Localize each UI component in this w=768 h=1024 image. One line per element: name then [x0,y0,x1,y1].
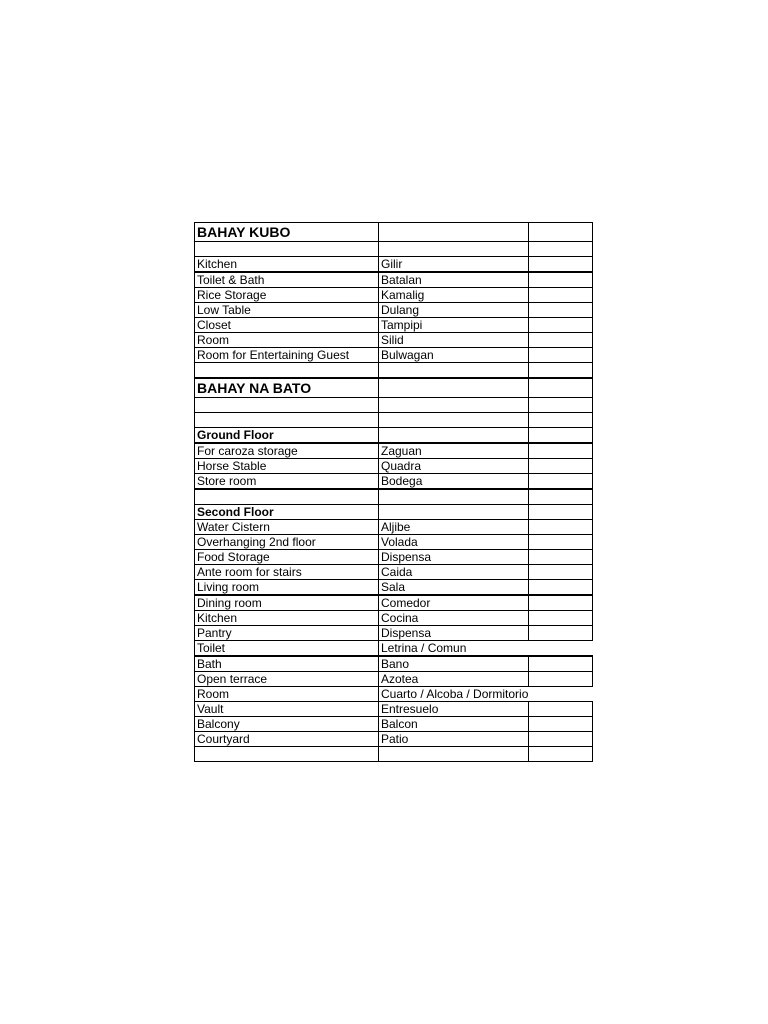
english-term-cell[interactable]: Pantry [195,626,379,641]
english-term-cell[interactable]: Balcony [195,717,379,732]
filipino-term-cell[interactable] [379,747,529,762]
spreadsheet-body [195,223,593,762]
empty-cell[interactable] [528,489,592,505]
english-term-cell[interactable] [195,747,379,762]
english-term-cell[interactable]: Ground Floor [195,428,379,444]
empty-cell[interactable] [528,747,592,762]
english-term-cell[interactable]: Room for Entertaining Guest [195,348,379,363]
english-term-cell[interactable]: Room [195,333,379,348]
filipino-term-text: Zaguan [381,444,422,458]
filipino-term-cell[interactable] [379,223,529,242]
filipino-term-cell[interactable] [379,489,529,505]
blank-row [195,242,593,257]
filipino-term-cell[interactable] [379,687,529,702]
table-row [195,672,593,687]
english-term-cell[interactable]: Closet [195,318,379,333]
filipino-term-cell[interactable] [379,348,529,363]
empty-cell[interactable] [528,363,592,379]
filipino-term-cell[interactable] [379,398,529,413]
filipino-term-text: Caida [381,565,413,579]
empty-cell[interactable] [528,626,592,641]
filipino-term-text: Sala [381,580,406,594]
empty-cell[interactable] [528,272,592,288]
english-term-cell[interactable]: Horse Stable [195,459,379,474]
table-row [195,641,593,657]
table-row [195,565,593,580]
filipino-term-text: Cocina [381,611,419,625]
filipino-term-cell[interactable] [379,656,529,672]
filipino-term-text: Balcon [381,717,418,731]
english-term-cell[interactable] [195,398,379,413]
blank-row [195,747,593,762]
empty-cell[interactable] [528,333,592,348]
table-row [195,459,593,474]
filipino-term-text: Letrina / Comun [381,641,467,655]
filipino-term-text: Aljibe [381,520,411,534]
english-term-cell[interactable] [195,489,379,505]
empty-cell[interactable] [528,318,592,333]
table-row [195,687,593,702]
filipino-term-cell[interactable] [379,242,529,257]
filipino-term-cell[interactable] [379,520,529,535]
filipino-term-cell[interactable] [379,257,529,273]
filipino-term-cell[interactable] [379,565,529,580]
empty-cell[interactable] [528,672,592,687]
filipino-term-text: Azotea [381,672,419,686]
empty-cell[interactable] [528,687,592,702]
english-term-cell[interactable]: Courtyard [195,732,379,747]
filipino-term-text: Cuarto / Alcoba / Dormitorio [381,687,529,701]
filipino-term-text: Patio [381,732,409,746]
table-row [195,732,593,747]
blank-row [195,398,593,413]
filipino-term-cell[interactable] [379,580,529,596]
blank-row [195,363,593,379]
filipino-term-cell[interactable] [379,443,529,459]
filipino-term-text: Comedor [381,596,431,610]
english-term-cell[interactable]: Rice Storage [195,288,379,303]
english-term-cell[interactable]: Second Floor [195,505,379,520]
empty-cell[interactable] [528,303,592,318]
english-term-cell[interactable]: Low Table [195,303,379,318]
english-term-cell[interactable]: Kitchen [195,257,379,273]
english-term-cell[interactable]: Food Storage [195,550,379,565]
english-term-cell[interactable]: Toilet [195,641,379,657]
filipino-term-cell[interactable] [379,611,529,626]
empty-cell[interactable] [528,428,592,444]
filipino-term-cell[interactable] [379,428,529,444]
filipino-term-cell[interactable] [379,288,529,303]
empty-cell[interactable] [528,223,592,242]
filipino-term-text: Dulang [381,303,420,317]
filipino-term-cell[interactable] [379,363,529,379]
table-row [195,656,593,672]
filipino-term-text: Bodega [381,474,423,488]
empty-cell[interactable] [528,595,592,611]
english-term-cell[interactable]: Overhanging 2nd floor [195,535,379,550]
subheading-row [195,505,593,520]
empty-cell[interactable] [528,459,592,474]
filipino-term-text: Bulwagan [381,348,434,362]
english-term-cell[interactable]: Bath [195,656,379,672]
empty-cell[interactable] [528,717,592,732]
english-term-cell[interactable] [195,413,379,428]
filipino-term-text: Dispensa [381,550,432,564]
filipino-term-cell[interactable] [379,626,529,641]
table-row [195,288,593,303]
section-title-row [195,223,593,242]
spreadsheet-table [194,222,593,762]
english-term-cell[interactable]: Room [195,687,379,702]
empty-cell[interactable] [528,611,592,626]
table-row [195,318,593,333]
filipino-term-cell[interactable] [379,474,529,490]
table-row [195,272,593,288]
blank-row [195,489,593,505]
english-term-cell[interactable]: For caroza storage [195,443,379,459]
empty-cell[interactable] [528,702,592,717]
filipino-term-text: Tampipi [381,318,423,332]
english-term-cell[interactable]: BAHAY NA BATO [195,378,379,398]
english-term-cell[interactable]: Kitchen [195,611,379,626]
empty-cell[interactable] [528,565,592,580]
english-term-cell[interactable]: Open terrace [195,672,379,687]
empty-cell[interactable] [528,550,592,565]
filipino-term-cell[interactable] [379,717,529,732]
filipino-term-cell[interactable] [379,378,529,398]
filipino-term-cell[interactable] [379,333,529,348]
empty-cell[interactable] [528,732,592,747]
filipino-term-text: Volada [381,535,418,549]
filipino-term-text: Kamalig [381,288,425,302]
filipino-term-cell[interactable] [379,413,529,428]
filipino-term-cell[interactable] [379,318,529,333]
table-row [195,702,593,717]
english-term-cell[interactable]: Living room [195,580,379,596]
table-row [195,257,593,273]
empty-cell[interactable] [528,580,592,596]
table-row [195,520,593,535]
empty-cell[interactable] [528,242,592,257]
english-term-cell[interactable] [195,363,379,379]
section-title-row [195,378,593,398]
empty-cell[interactable] [528,443,592,459]
filipino-term-cell[interactable] [379,595,529,611]
empty-cell[interactable] [528,348,592,363]
filipino-term-cell[interactable] [379,732,529,747]
table-row [195,474,593,490]
empty-cell[interactable] [528,378,592,398]
filipino-term-cell[interactable] [379,459,529,474]
table-row [195,717,593,732]
table-row [195,443,593,459]
empty-cell[interactable] [528,474,592,490]
empty-cell[interactable] [528,398,592,413]
filipino-term-cell[interactable] [379,272,529,288]
filipino-term-cell[interactable] [379,535,529,550]
empty-cell[interactable] [528,520,592,535]
table-row [195,333,593,348]
table-row [195,626,593,641]
blank-row [195,413,593,428]
english-term-cell[interactable]: Store room [195,474,379,490]
filipino-term-text: Quadra [381,459,422,473]
english-term-cell[interactable] [195,242,379,257]
empty-cell[interactable] [528,413,592,428]
filipino-term-cell[interactable] [379,505,529,520]
english-term-cell[interactable]: BAHAY KUBO [195,223,379,242]
table-row [195,535,593,550]
table-row [195,303,593,318]
empty-cell[interactable] [528,288,592,303]
subheading-row [195,428,593,444]
filipino-term-cell[interactable] [379,550,529,565]
filipino-term-text: Batalan [381,273,422,287]
empty-cell[interactable] [528,656,592,672]
empty-cell[interactable] [528,257,592,273]
filipino-term-text: Silid [381,333,404,347]
filipino-term-text: Gilir [381,257,403,271]
filipino-term-cell[interactable] [379,641,529,657]
table-row [195,611,593,626]
filipino-term-cell[interactable] [379,702,529,717]
english-term-cell[interactable]: Water Cistern [195,520,379,535]
english-term-cell[interactable]: Toilet & Bath [195,272,379,288]
english-term-cell[interactable]: Dining room [195,595,379,611]
filipino-term-cell[interactable] [379,303,529,318]
table-row [195,580,593,596]
filipino-term-cell[interactable] [379,672,529,687]
filipino-term-text: Entresuelo [381,702,439,716]
english-term-cell[interactable]: Vault [195,702,379,717]
table-row [195,595,593,611]
table-row [195,550,593,565]
table-row [195,348,593,363]
empty-cell[interactable] [528,505,592,520]
english-term-cell[interactable]: Ante room for stairs [195,565,379,580]
filipino-term-text: Bano [381,657,410,671]
filipino-term-text: Dispensa [381,626,432,640]
empty-cell[interactable] [528,641,592,657]
empty-cell[interactable] [528,535,592,550]
